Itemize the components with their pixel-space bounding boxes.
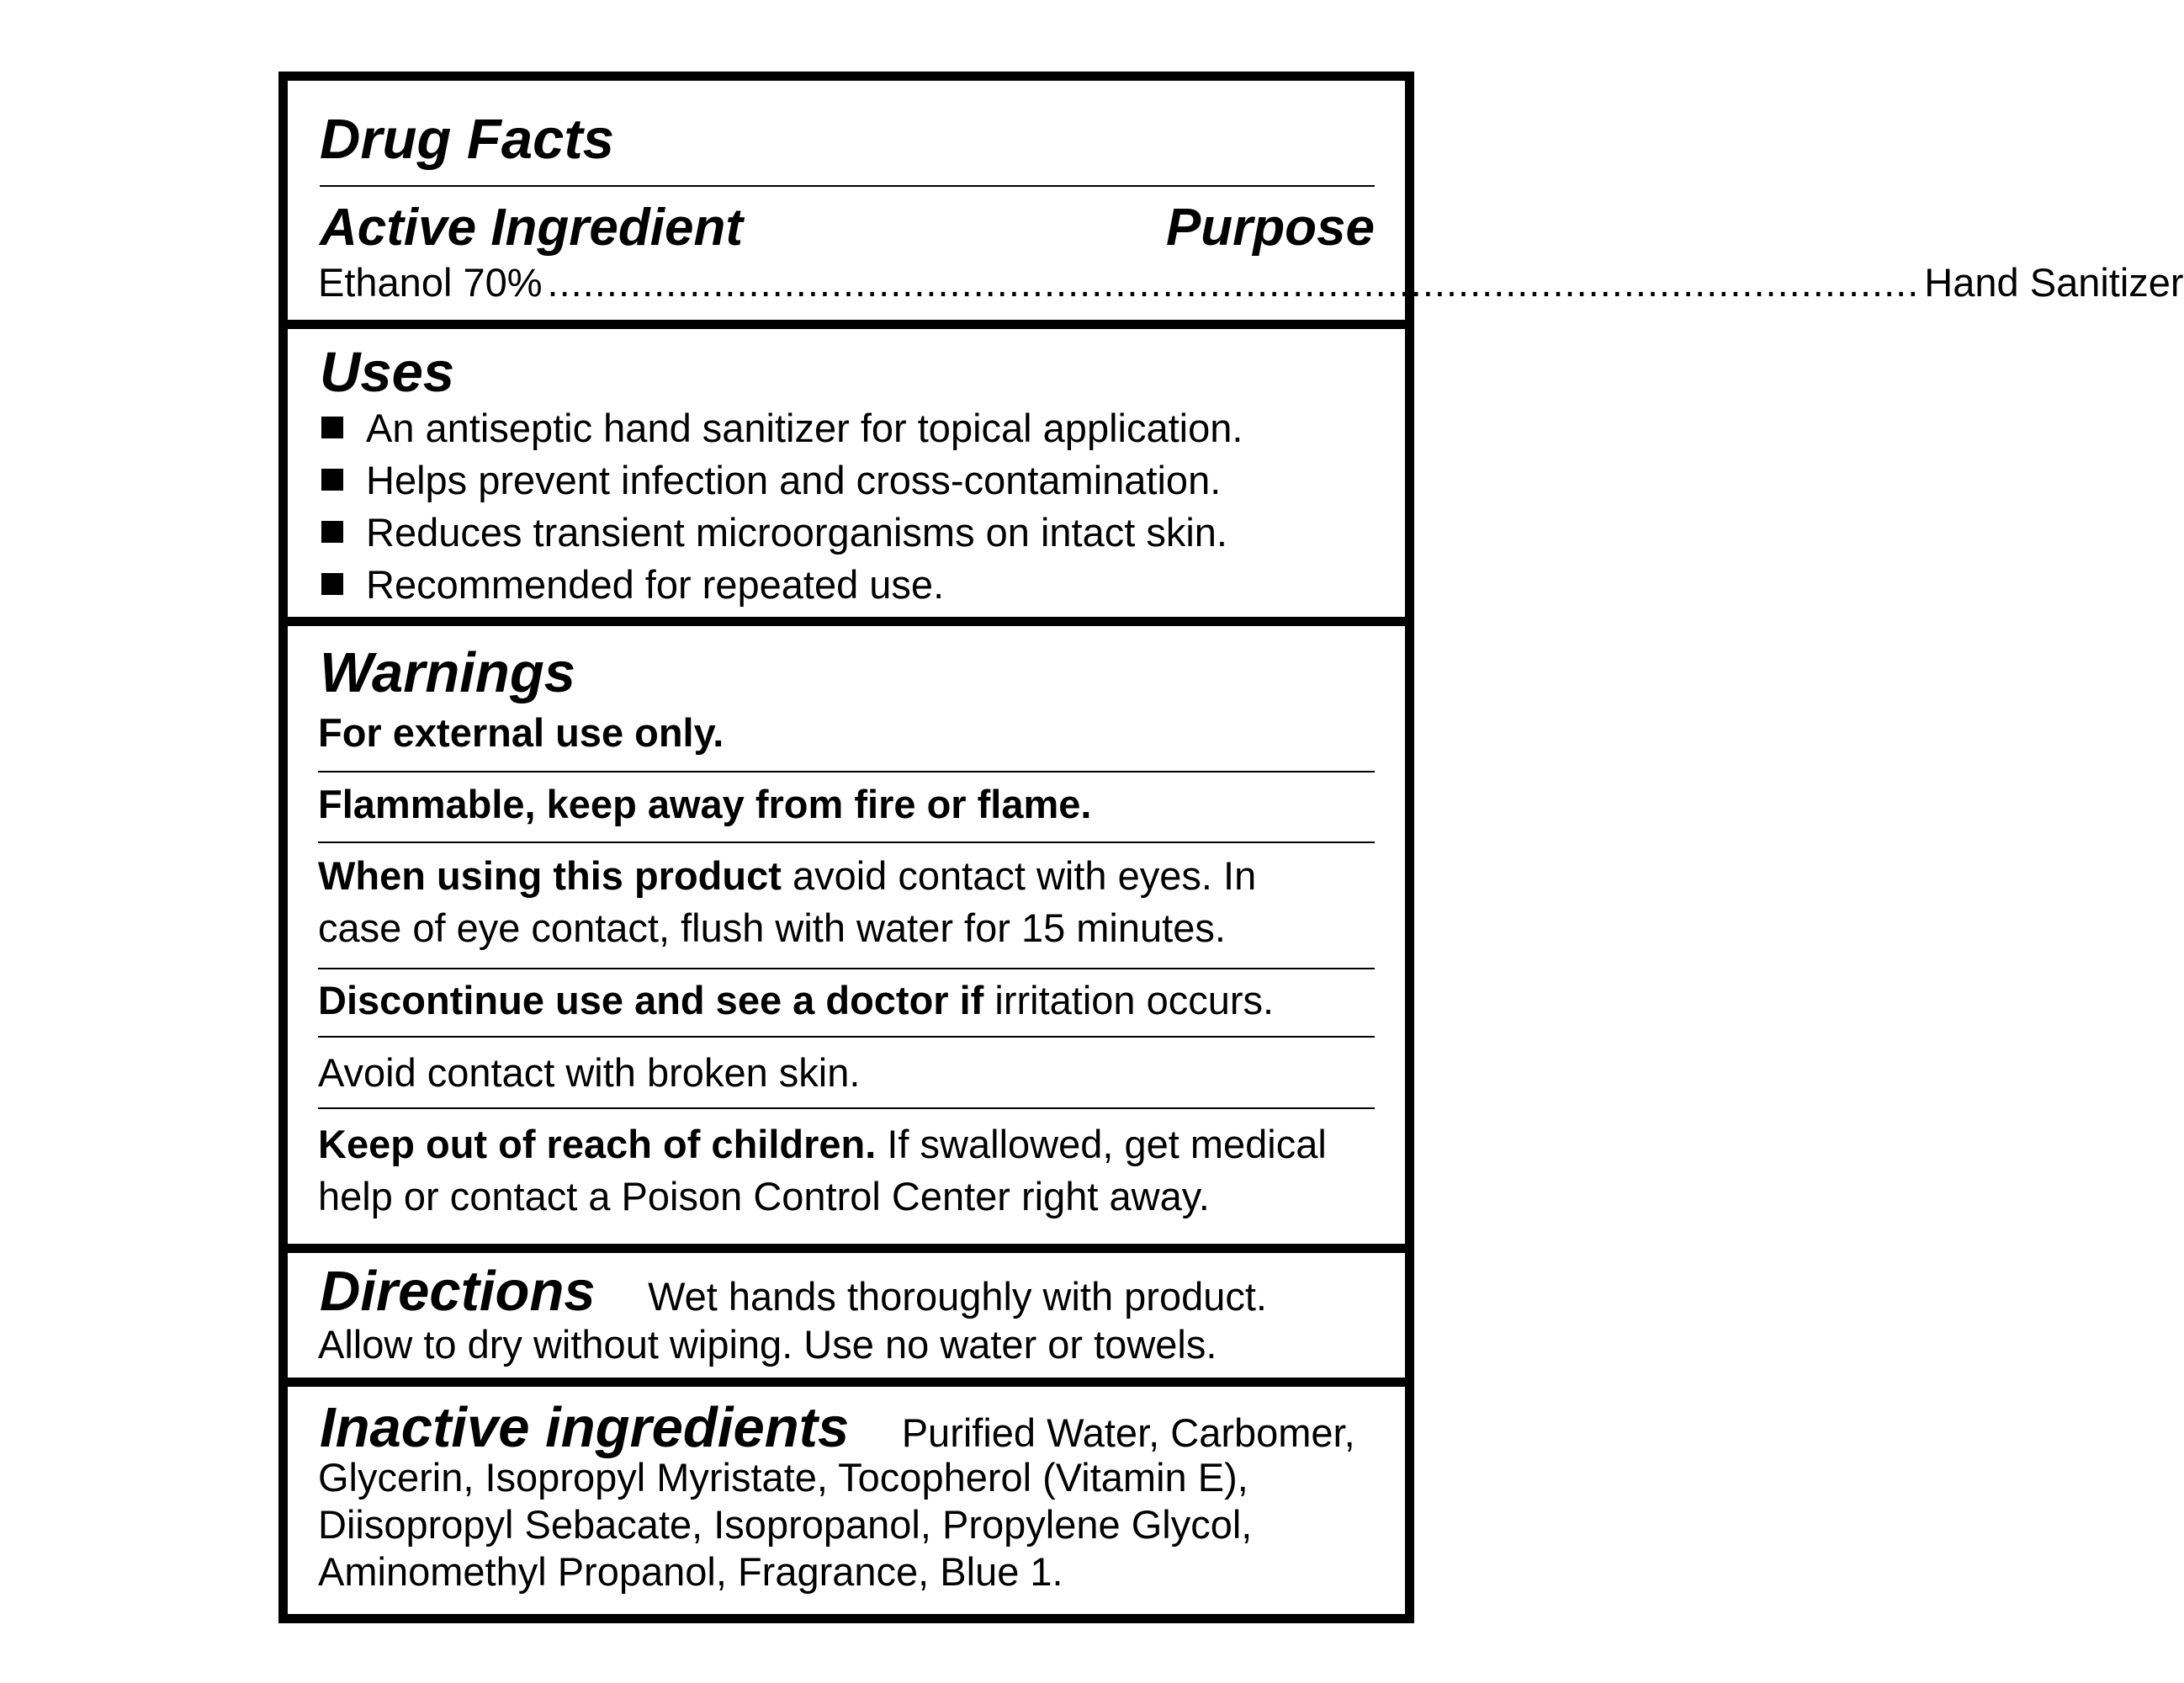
section-divider <box>288 1378 1405 1387</box>
bullet-square-icon <box>321 417 343 438</box>
drug-facts-label <box>278 72 2184 1623</box>
uses-section <box>288 329 1405 617</box>
list-item <box>318 402 1375 454</box>
dot-leader: .................................................................................................................... <box>547 260 1920 305</box>
active-ingredient-name: Ethanol 70% <box>318 260 543 305</box>
warning-divider <box>318 1107 1375 1109</box>
discontinue-label: Discontinue use and see a doctor if <box>318 978 984 1022</box>
list-item <box>318 454 1375 507</box>
active-ingredient-section <box>288 81 2184 320</box>
warning-divider <box>318 1036 1375 1038</box>
warning-external <box>318 707 1375 759</box>
directions-text-continued: Allow to dry without wiping. Use no water or towels. <box>318 1322 1217 1367</box>
inactive-ingredients-section <box>288 1387 1405 1614</box>
warnings-section <box>288 626 1405 1244</box>
inactive-ingredients-line: Diisopropyl Sebacate, Isopropanol, Propylene Glycol, <box>318 1502 1253 1547</box>
bullet-square-icon <box>321 469 343 491</box>
warning-external-text: For external use only. <box>318 710 724 755</box>
inactive-ingredients-heading: Inactive ingredients <box>320 1396 850 1459</box>
list-item <box>318 559 1375 611</box>
bullet-square-icon <box>321 573 343 595</box>
when-using-label: When using this product <box>318 853 782 898</box>
use-text: An antiseptic hand sanitizer for topical application. <box>366 406 1243 450</box>
warning-broken-skin <box>318 1047 1375 1099</box>
inactive-ingredients-text: Purified Water, Carbomer, <box>901 1410 1355 1455</box>
children-text-continued: help or contact a Poison Control Center right away. <box>318 1174 1210 1218</box>
warning-flammable <box>318 778 1375 831</box>
children-text: If swallowed, get medical <box>876 1122 1327 1166</box>
children-label: Keep out of reach of children. <box>318 1122 877 1166</box>
purpose-heading: Purpose <box>1165 199 1375 257</box>
inactive-ingredients-line: Glycerin, Isopropyl Myristate, Tocopherol (Vitamin E), <box>318 1455 1248 1500</box>
section-divider <box>288 617 1405 626</box>
section-divider <box>288 320 1405 329</box>
when-using-text-continued: case of eye contact, flush with water for 15 minutes. <box>318 905 1226 950</box>
directions-heading: Directions <box>320 1260 596 1323</box>
use-text: Recommended for repeated use. <box>366 562 945 607</box>
uses-heading: Uses <box>320 341 455 404</box>
active-ingredient-purpose: Hand Sanitizer <box>1924 260 2184 305</box>
warning-divider <box>318 771 1375 772</box>
section-divider <box>288 1244 1405 1253</box>
warning-discontinue <box>318 974 1375 1027</box>
inactive-ingredients-line: Aminomethyl Propanol, Fragrance, Blue 1. <box>318 1549 1063 1594</box>
label-title: Drug Facts <box>320 108 614 171</box>
inactive-heading-row <box>320 1396 1375 1459</box>
bullet-square-icon <box>321 521 343 543</box>
use-text: Reduces transient microorganisms on intact skin. <box>366 510 1227 555</box>
active-ingredient-heading: Active Ingredient <box>320 199 743 257</box>
directions-section <box>288 1253 1405 1378</box>
broken-skin-text: Avoid contact with broken skin. <box>318 1050 861 1095</box>
directions-row <box>320 1260 1375 1323</box>
list-item <box>318 507 1375 559</box>
discontinue-text: irritation occurs. <box>983 978 1275 1022</box>
when-using-text: avoid contact with eyes. In <box>781 853 1257 898</box>
warning-when-using <box>318 850 1375 954</box>
warning-flammable-text: Flammable, keep away from fire or flame. <box>318 782 1092 826</box>
warning-divider <box>318 968 1375 969</box>
directions-text: Wet hands thoroughly with product. <box>648 1274 1267 1319</box>
warning-children <box>318 1118 1375 1223</box>
warning-divider <box>318 842 1375 843</box>
use-text: Helps prevent infection and cross-contamination. <box>366 458 1222 502</box>
title-divider <box>320 185 1375 187</box>
active-ingredient-row <box>318 257 2184 309</box>
active-heading-row <box>318 199 1375 257</box>
warnings-heading: Warnings <box>320 641 576 704</box>
